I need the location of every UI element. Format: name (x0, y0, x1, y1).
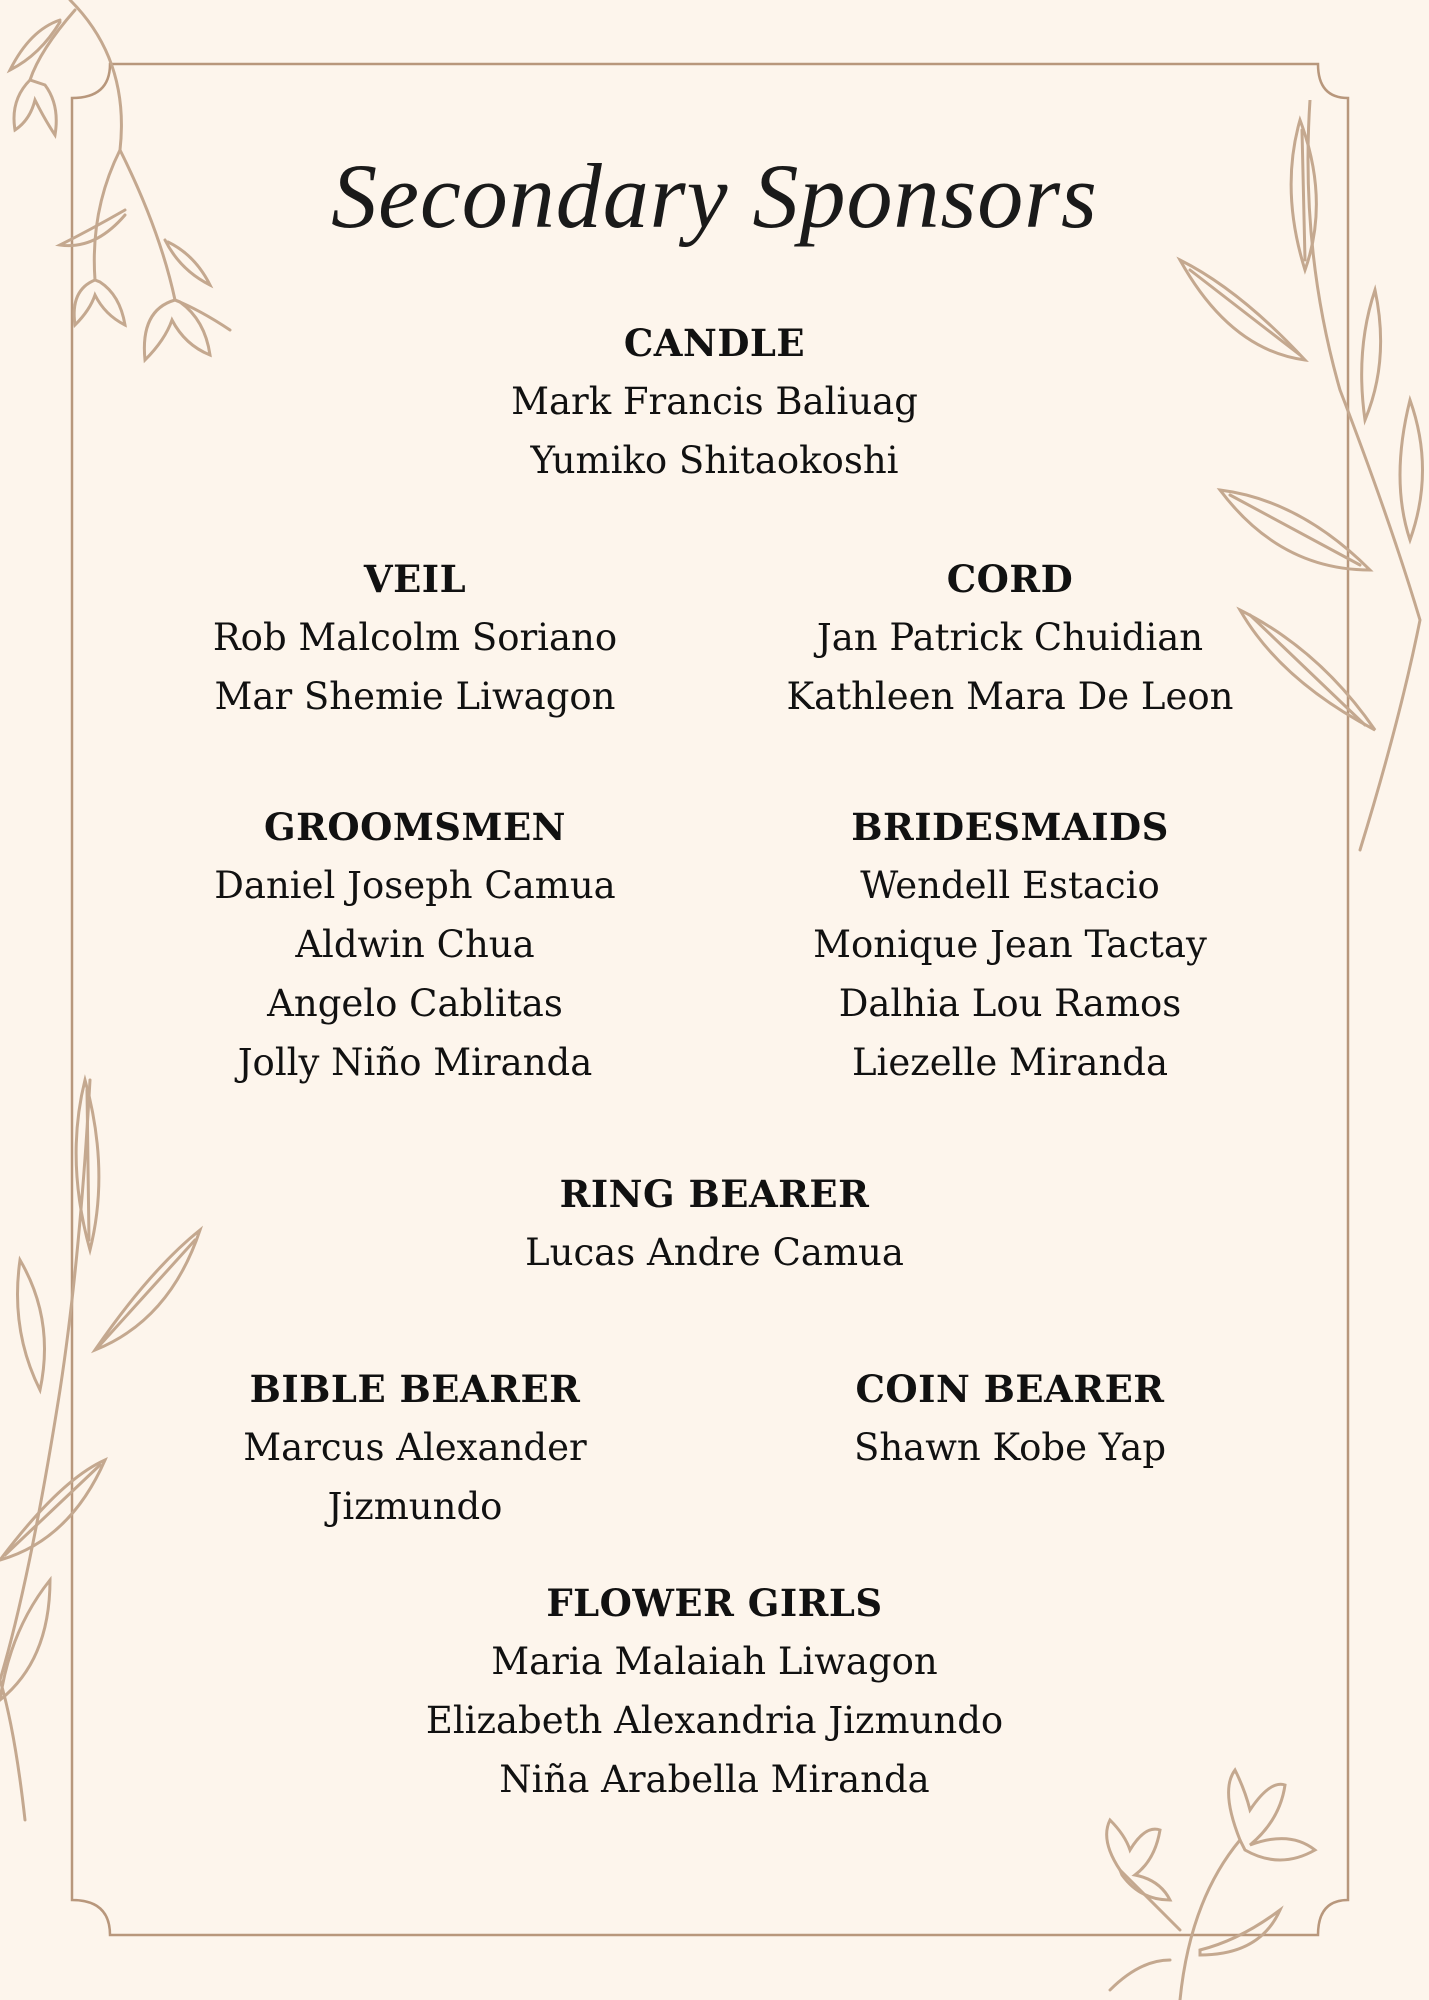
sponsor-name: Kathleen Mara De Leon (786, 675, 1234, 718)
sponsor-name: Lucas Andre Camua (525, 1231, 904, 1274)
section-heading: RING BEARER (559, 1172, 870, 1216)
section-coin-bearer (760, 1360, 1260, 1477)
section-heading: FLOWER GIRLS (546, 1581, 883, 1625)
section-heading: CORD (946, 557, 1074, 601)
page-title: Secondary Sponsors (331, 145, 1098, 247)
sponsor-name: Marcus Alexander Jizmundo (243, 1426, 587, 1528)
sponsor-name: Yumiko Shitaokoshi (530, 439, 899, 482)
section-ring-bearer (0, 1165, 1429, 1282)
section-heading: GROOMSMEN (264, 805, 566, 849)
sponsor-name: Mark Francis Baliuag (511, 380, 918, 423)
section-groomsmen (160, 798, 670, 1092)
sponsor-name: Maria Malaiah Liwagon (491, 1640, 938, 1683)
sponsor-name: Mar Shemie Liwagon (214, 675, 616, 718)
sponsor-name: Rob Malcolm Soriano (212, 616, 618, 659)
section-heading: BRIDESMAIDS (851, 805, 1169, 849)
sponsor-name: Liezelle Miranda (851, 1041, 1169, 1084)
section-veil (160, 550, 670, 726)
sponsor-name: Wendell Estacio (860, 864, 1160, 907)
sponsor-name: Aldwin Chua (295, 923, 535, 966)
sponsor-name: Jan Patrick Chuidian (816, 616, 1204, 659)
sponsor-name: Niña Arabella Miranda (499, 1758, 930, 1801)
section-heading: BIBLE BEARER (249, 1367, 581, 1411)
sponsor-name: Dalhia Lou Ramos (838, 982, 1182, 1025)
section-bridesmaids (760, 798, 1260, 1092)
section-heading: COIN BEARER (855, 1367, 1165, 1411)
sponsor-name: Angelo Cablitas (267, 982, 563, 1025)
section-candle (0, 314, 1429, 490)
section-flower-girls (0, 1574, 1429, 1809)
section-bible-bearer (160, 1360, 670, 1536)
section-heading: CANDLE (623, 321, 806, 365)
sponsor-name: Daniel Joseph Camua (214, 864, 616, 907)
sponsor-name: Jolly Niño Miranda (237, 1041, 593, 1084)
sponsor-name: Shawn Kobe Yap (853, 1426, 1167, 1469)
section-heading: VEIL (363, 557, 467, 601)
sponsor-name: Monique Jean Tactay (813, 923, 1207, 966)
section-cord (760, 550, 1260, 726)
sponsor-name: Elizabeth Alexandria Jizmundo (425, 1699, 1004, 1742)
